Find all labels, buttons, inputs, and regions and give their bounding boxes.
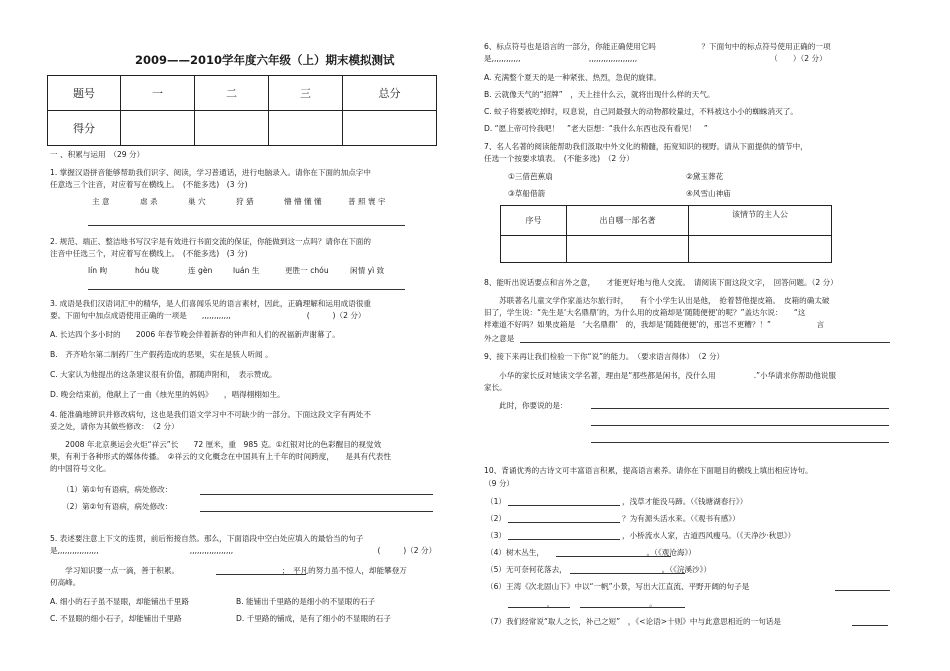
q4-passage: 的中国符号文化。 (50, 464, 111, 473)
q2-word: lín 昫 (88, 266, 108, 275)
q7-text: 7、名人名著的阅读能帮助我们汲取中外文化的精髓，拓宽知识的视野。请从下面提供的情节中， (484, 142, 808, 151)
q7-table-cell[interactable] (501, 236, 567, 263)
q10-number: （2） (486, 514, 507, 523)
q7-text: 任选一个按要求填表。 (不能多选) （2 分） (484, 154, 634, 163)
q1-word: 懵 懵 懂 懂 (284, 197, 322, 206)
q2-word: 连 gèn (188, 266, 213, 275)
score-cell[interactable] (269, 111, 343, 146)
q10-row: （4）树木丛生， 。（《观沧海》） (486, 548, 696, 557)
q10-blank-5[interactable] (570, 573, 685, 574)
q1-word: 普 照 寰 宇 (348, 197, 386, 206)
q6-option-c: C. 蚊子将要被吃掉时，叹息说，自己同最强大的动物都较量过，不料被这小小的蜘蛛消灭了。 (484, 107, 798, 116)
q4-text: 妥之处，请你为其做些修改： （2 分） (50, 422, 179, 431)
q10-blank-7[interactable] (852, 625, 888, 626)
q10-row: ， 。 (486, 599, 657, 608)
score-header-cell: 总分 (343, 76, 437, 111)
q10-blank-6b[interactable] (508, 607, 570, 608)
q5-option-d: D. 千里路的铺成，是有了细小的不显眼的石子 (236, 614, 391, 623)
q2-word: 闲情 yì 致 (350, 266, 385, 275)
q3-text: 3. 成语是我们汉语词汇中的精华，是人们喜闻乐见的语言素材，因此，正确理解和运用成语很重 (50, 299, 371, 308)
q10-blank-6c[interactable] (580, 607, 685, 608)
q9-answer-line[interactable] (591, 442, 889, 443)
q1-word: 主 意 (92, 197, 110, 206)
q7-table-header: 序号 (501, 206, 567, 236)
q4-passage: 2008 年北京奥运会火炬“祥云”长 72 厘米，重 985 克。①红银对比的色彩醒目的视觉效 (50, 440, 382, 449)
q5-passage: 仞高峰。 (50, 578, 81, 587)
q10-row: ？为有源头活水来。（《观书有感》） (622, 514, 740, 523)
q7-table-header: 该情节的主人公 (689, 206, 832, 236)
q6-option-d: D. “愿上帝可怜我吧！ ”老大臣想：“我什么东西也没有看见！ ” (484, 124, 708, 133)
score-header-cell: 二 (195, 76, 269, 111)
q2-word: luán 生 (233, 266, 260, 275)
q5-option-b: B. 能铺出千里路的是细小的不显眼的石子 (236, 597, 376, 606)
q10-row: （6）王湾《次北固山下》中以“一帆”小景，写出大江直流、平野开阔的句子是 (486, 582, 750, 591)
q10-text: 10、背诵优秀的古诗文可丰富语言积累，提高语言素养。请你在下面题目的横线上填出相应诗句。 (484, 466, 813, 475)
q4-text: 4. 能准确地辨识并修改病句，这也是我们语文学习中不可缺少的一部分。下面这段文字有两处不 (50, 410, 371, 419)
q10-blank-6a[interactable] (835, 590, 890, 591)
q10-row: （7）我们经常说“取人之长，补己之短” ，《<论语>十则》中与此意思相近的一句话是 (486, 617, 781, 626)
q10-text: （9 分） (484, 479, 515, 488)
q7-table-cell[interactable] (689, 236, 832, 263)
q1-word: 狩 猎 (236, 197, 254, 206)
q4-passage: 果，有利于各种形式的媒体传播。 ②祥云的文化概念在中国具有上千年的时间跨度， 是具有代表性 (50, 452, 391, 461)
q9-say-label: 此时，你要说的是： (484, 401, 568, 410)
section-heading: 一 、积累与运用 （29 分） (50, 150, 145, 159)
q7-option: ④风雪山神庙 (686, 189, 731, 198)
q7-option: ①三借芭蕉扇 (508, 172, 553, 181)
q6-text: 是,,,,,,,,,,,, ,,,,,,,,,,,,,,,,,,,, （ ）（2 分） (484, 54, 827, 63)
q1-word: 巢 穴 (188, 197, 206, 206)
q6-option-a: A. 充满整个夏天的是一种紧张、热烈，急促的旋律。 (484, 73, 661, 82)
q4-fix-2-line[interactable] (200, 511, 433, 512)
q10-number: （1） (486, 497, 507, 506)
q1-word: 虐 杀 (140, 197, 158, 206)
q10-row: ，浅草才能没马蹄。（《钱塘湖春行》） (622, 497, 748, 506)
q8-passage: 旧了，学生说：“先生是‘大名鼎鼎’的，为什么用的皮箱却是‘随随便便’的呢？”盖达尔说： “这 (484, 308, 806, 317)
q2-answer-line[interactable] (88, 289, 405, 290)
q9-answer-line[interactable] (591, 408, 889, 409)
q10-blank-4[interactable] (556, 556, 671, 557)
score-row-label: 得分 (48, 111, 121, 146)
q7-table-cell[interactable] (567, 236, 689, 263)
q2-word: 更胜一 chóu (285, 266, 329, 275)
q10-number: （3） (486, 531, 507, 540)
score-header-cell: 题号 (48, 76, 121, 111)
q3-option-b: B. 齐齐哈尔第二制药厂生产假药造成的恶果，实在是骇人听闻 。 (50, 350, 273, 359)
q2-word: hóu 咙 (135, 266, 160, 275)
q2-text: 2. 规范、端正、整洁地书写汉字是有效进行书面交流的保证，你能做到这一点吗？请你在下面的 (50, 237, 371, 246)
q10-blank-1[interactable] (508, 505, 620, 506)
score-header-cell: 一 (121, 76, 195, 111)
q3-option-a: A. 长达四个多小时的 2006 年春节晚会伴着新春的钟声和人们的祝福新声谢幕了。 (50, 330, 340, 339)
q7-option: ③草船借箭 (508, 189, 546, 198)
q7-option: ②黛玉葬花 (686, 172, 724, 181)
q4-fix-2: （2）第②句有语病，病处修改： (62, 502, 173, 511)
q2-text: 注音中任选三个，对应着写在横线上。 (不能多选) (3 分) (50, 249, 248, 258)
q4-fix-1-line[interactable] (200, 494, 433, 495)
q8-answer-line[interactable] (520, 342, 890, 343)
q5-text: 5. 表述要注意上下文的连贯，前后衔接自然。那么，下面语段中空白处应填入的最恰当的句子 (50, 534, 364, 543)
score-table (47, 75, 437, 146)
q1-answer-line[interactable] (88, 225, 405, 226)
q5-option-c: C. 不显眼的细小石子，却能铺出千里路 (50, 614, 182, 623)
q7-table (500, 205, 832, 263)
q1-text: 任意选三个注音，对应着写在横线上。 (不能多选) (3 分) (50, 180, 248, 189)
q3-option-c: C. 大家认为他提出的这条建议很有价值，都随声附和， 表示赞成。 (50, 370, 277, 379)
q1-text: 1. 掌握汉语拼音能够帮助我们识字、阅读，学习普通话，进行电脑录入。请你在下面的加点字中 (50, 168, 371, 177)
q3-text: 要。下面句中加点成语使用正确的一项是 ,,,,,,,,,,,, ( )（2 分） (50, 311, 366, 320)
q6-text: 6、标点符号也是语言的一部分，你能正确使用它吗 ？下面句中的标点符号使用正确的一项 (484, 42, 831, 51)
q10-blank-2[interactable] (508, 522, 620, 523)
q8-passage: 样难道不好吗？如果皮箱是 ‘大名鼎鼎’ 的，我却是‘随随便便’的，那岂不更糟？！” 言 (484, 320, 825, 329)
q4-fix-1: （1）第①句有语病，病处修改： (62, 485, 173, 494)
q10-row: （5）无可奈何花落去， 。（《浣溪沙》） (486, 565, 712, 574)
q5-text: 是,,,,,,,,,,,,,,,,, ,,,,,,,,,,,,,,,,,, ( )（2 分） (50, 546, 437, 555)
q9-passage: 小华的家长反对她读文学名著，理由是“那些都是闲书，没什么用 .”小华请求你帮助他说服 (484, 371, 836, 380)
q8-text: 8、能听出说话要点和言外之意， 才能更好地与他人交流。 请阅读下面这段文字， 回答问题。（2 分） (484, 278, 838, 287)
q10-row: ，小桥流水人家，古道西风瘦马。（《天净沙·秋思》） (622, 531, 796, 540)
q3-option-d: D. 晚会结束前，他献上了一曲《烛光里的妈妈》 ，唱得栩栩如生。 (50, 390, 285, 399)
q7-table-header: 出自哪一部名著 (567, 206, 689, 236)
score-cell[interactable] (121, 111, 195, 146)
q5-option-a: A. 细小的石子虽不显眼，却能铺出千里路 (50, 597, 189, 606)
q9-answer-line[interactable] (591, 425, 889, 426)
q5-passage: 学习知识要一点一滴，善于积累。 ； 平凡的努力虽不惊人，却能攀登万 (50, 566, 407, 575)
page-title: 2009——2010学年度六年级（上）期末模拟测试 (135, 53, 395, 67)
score-cell[interactable] (195, 111, 269, 146)
q6-option-b: B. 云就像天气的“招牌” ，天上挂什么云，就将出现什么样的天气。 (484, 90, 715, 99)
q10-blank-3[interactable] (508, 539, 620, 540)
q9-passage: 家长。 (484, 383, 507, 392)
q5-blank-line[interactable] (216, 574, 306, 575)
q8-passage: 苏联著名儿童文学作家盖达尔旅行时， 有个小学生认出是他， 抢着替他提皮箱。 皮箱的确太破 (484, 296, 830, 305)
score-cell[interactable] (343, 111, 437, 146)
q9-text: 9、接下来再让我们检验一下你“说”的能力。 （要求语言得体） （2 分） (484, 352, 725, 361)
q8-passage: 外之意是 (484, 334, 515, 343)
score-header-cell: 三 (269, 76, 343, 111)
